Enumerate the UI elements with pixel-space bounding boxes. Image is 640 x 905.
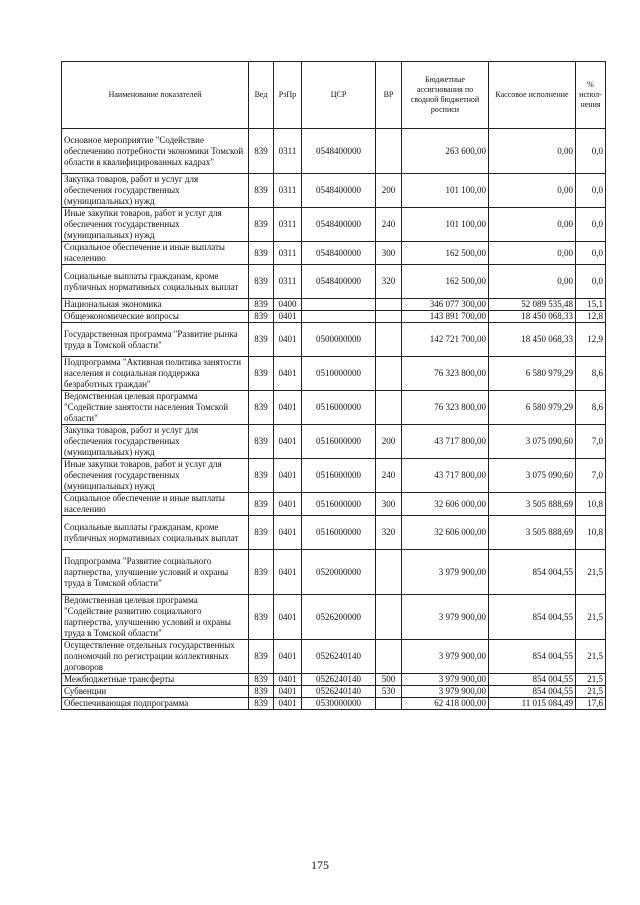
page-number: 175 <box>311 858 329 872</box>
cell-vr: 300 <box>376 242 402 265</box>
cell-ved: 839 <box>249 242 274 265</box>
table-row <box>62 323 606 357</box>
cell-vr <box>376 311 402 323</box>
cell-pct: 0,0 <box>576 129 606 174</box>
cell-budget: 3 979 900,00 <box>402 550 489 595</box>
cell-cash: 3 505 888,69 <box>489 516 576 550</box>
cell-cash: 11 015 084,49 <box>489 698 576 710</box>
cell-name: Закупка товаров, работ и услуг для обеспечения государственных (муниципальных) нужд <box>62 174 249 208</box>
cell-pct: 10,8 <box>576 493 606 516</box>
cell-vr <box>376 129 402 174</box>
cell-budget: 43 717 800,00 <box>402 425 489 459</box>
cell-pct: 0,0 <box>576 242 606 265</box>
cell-name: Подпрограмма "Активная политика занятости населения и социальная поддержка безработных граждан" <box>62 357 249 391</box>
cell-name: Национальная экономика <box>62 299 249 311</box>
cell-csr: 0516000000 <box>302 425 376 459</box>
cell-csr: 0548400000 <box>302 208 376 242</box>
cell-ved: 839 <box>249 550 274 595</box>
cell-rzpr: 0401 <box>274 516 302 550</box>
cell-rzpr: 0311 <box>274 242 302 265</box>
cell-ved: 839 <box>249 129 274 174</box>
cell-budget: 101 100,00 <box>402 208 489 242</box>
cell-csr: 0548400000 <box>302 129 376 174</box>
cell-csr: 0516000000 <box>302 459 376 493</box>
table-body <box>62 129 606 710</box>
cell-budget: 101 100,00 <box>402 174 489 208</box>
cell-budget: 32 606 000,00 <box>402 516 489 550</box>
cell-cash: 6 580 979,29 <box>489 357 576 391</box>
cell-pct: 7,0 <box>576 425 606 459</box>
cell-budget: 3 979 900,00 <box>402 595 489 640</box>
cell-ved: 839 <box>249 357 274 391</box>
cell-pct: 21,5 <box>576 674 606 686</box>
cell-vr <box>376 550 402 595</box>
budget-execution-table <box>61 61 606 710</box>
cell-cash: 854 004,55 <box>489 640 576 674</box>
cell-budget: 162 500,00 <box>402 242 489 265</box>
cell-ved: 839 <box>249 686 274 698</box>
cell-cash: 3 075 090,60 <box>489 425 576 459</box>
cell-name: Иные закупки товаров, работ и услуг для обеспечения государственных (муниципальных) нужд <box>62 208 249 242</box>
cell-cash: 6 580 979,29 <box>489 391 576 425</box>
cell-rzpr: 0311 <box>274 129 302 174</box>
cell-vr <box>376 357 402 391</box>
table-row <box>62 425 606 459</box>
cell-name: Социальные выплаты гражданам, кроме публичных нормативных социальных выплат <box>62 516 249 550</box>
cell-cash: 854 004,55 <box>489 686 576 698</box>
cell-name: Осуществление отдельных государственных полномочий по регистрации коллективных договоров <box>62 640 249 674</box>
cell-ved: 839 <box>249 493 274 516</box>
cell-name: Межбюджетные трансферты <box>62 674 249 686</box>
table-row <box>62 299 606 311</box>
cell-csr: 0510000000 <box>302 357 376 391</box>
cell-csr: 0526240140 <box>302 640 376 674</box>
cell-cash: 52 089 535,48 <box>489 299 576 311</box>
cell-rzpr: 0401 <box>274 640 302 674</box>
cell-ved: 839 <box>249 299 274 311</box>
table-row <box>62 459 606 493</box>
cell-pct: 21,5 <box>576 640 606 674</box>
cell-ved: 839 <box>249 516 274 550</box>
cell-pct: 21,5 <box>576 550 606 595</box>
cell-budget: 162 500,00 <box>402 265 489 299</box>
cell-rzpr: 0311 <box>274 174 302 208</box>
cell-ved: 839 <box>249 311 274 323</box>
cell-cash: 3 505 888,69 <box>489 493 576 516</box>
cell-cash: 0,00 <box>489 208 576 242</box>
cell-rzpr: 0311 <box>274 265 302 299</box>
cell-vr: 200 <box>376 174 402 208</box>
cell-ved: 839 <box>249 265 274 299</box>
col-header-vr: ВР <box>376 62 402 129</box>
cell-budget: 346 077 300,00 <box>402 299 489 311</box>
cell-budget: 143 891 700,00 <box>402 311 489 323</box>
table-row <box>62 516 606 550</box>
cell-vr: 320 <box>376 516 402 550</box>
cell-csr: 0516000000 <box>302 516 376 550</box>
cell-name: Социальное обеспечение и иные выплаты населению <box>62 493 249 516</box>
table-row <box>62 242 606 265</box>
cell-name: Социальные выплаты гражданам, кроме публичных нормативных социальных выплат <box>62 265 249 299</box>
cell-rzpr: 0401 <box>274 311 302 323</box>
cell-name: Субвенции <box>62 686 249 698</box>
cell-rzpr: 0401 <box>274 493 302 516</box>
table-row <box>62 129 606 174</box>
cell-csr: 0500000000 <box>302 323 376 357</box>
cell-vr: 530 <box>376 686 402 698</box>
cell-csr: 0526240140 <box>302 686 376 698</box>
cell-csr <box>302 311 376 323</box>
table-row <box>62 640 606 674</box>
cell-vr: 240 <box>376 208 402 242</box>
cell-vr <box>376 323 402 357</box>
cell-rzpr: 0311 <box>274 208 302 242</box>
col-header-ved: Вед <box>249 62 274 129</box>
cell-cash: 854 004,55 <box>489 674 576 686</box>
cell-ved: 839 <box>249 459 274 493</box>
cell-vr <box>376 595 402 640</box>
cell-cash: 0,00 <box>489 265 576 299</box>
cell-cash: 0,00 <box>489 174 576 208</box>
cell-budget: 43 717 800,00 <box>402 459 489 493</box>
cell-pct: 12,8 <box>576 311 606 323</box>
table-row <box>62 311 606 323</box>
cell-name: Иные закупки товаров, работ и услуг для обеспечения государственных (муниципальных) нужд <box>62 459 249 493</box>
table-row <box>62 174 606 208</box>
cell-pct: 8,6 <box>576 357 606 391</box>
cell-csr: 0530000000 <box>302 698 376 710</box>
cell-rzpr: 0400 <box>274 299 302 311</box>
cell-pct: 0,0 <box>576 265 606 299</box>
cell-budget: 3 979 900,00 <box>402 686 489 698</box>
cell-budget: 62 418 000,00 <box>402 698 489 710</box>
table-row <box>62 674 606 686</box>
cell-pct: 0,0 <box>576 208 606 242</box>
table-row <box>62 391 606 425</box>
cell-pct: 7,0 <box>576 459 606 493</box>
cell-vr: 200 <box>376 425 402 459</box>
cell-ved: 839 <box>249 640 274 674</box>
cell-ved: 839 <box>249 391 274 425</box>
cell-vr: 320 <box>376 265 402 299</box>
cell-pct: 10,8 <box>576 516 606 550</box>
cell-csr: 0548400000 <box>302 265 376 299</box>
col-header-cash: Кассовое исполнение <box>489 62 576 129</box>
table-row <box>62 595 606 640</box>
cell-rzpr: 0401 <box>274 595 302 640</box>
cell-cash: 854 004,55 <box>489 550 576 595</box>
table-row <box>62 493 606 516</box>
cell-pct: 21,5 <box>576 595 606 640</box>
cell-ved: 839 <box>249 674 274 686</box>
cell-pct: 21,5 <box>576 686 606 698</box>
cell-ved: 839 <box>249 208 274 242</box>
cell-budget: 32 606 000,00 <box>402 493 489 516</box>
cell-csr <box>302 299 376 311</box>
cell-budget: 3 979 900,00 <box>402 674 489 686</box>
table-header-row <box>62 62 606 129</box>
cell-name: Ведомственная целевая программа "Содействие развитию социального партнерства, улучшению условий и охраны труда в Томской области" <box>62 595 249 640</box>
cell-budget: 76 323 800,00 <box>402 391 489 425</box>
cell-csr: 0526240140 <box>302 674 376 686</box>
cell-rzpr: 0401 <box>274 674 302 686</box>
cell-budget: 263 600,00 <box>402 129 489 174</box>
table-row <box>62 698 606 710</box>
cell-pct: 0,0 <box>576 174 606 208</box>
cell-ved: 839 <box>249 425 274 459</box>
cell-budget: 76 323 800,00 <box>402 357 489 391</box>
cell-name: Подпрограмма "Развитие социального партнерства, улучшение условий и охраны труда в Томской области" <box>62 550 249 595</box>
cell-csr: 0548400000 <box>302 242 376 265</box>
cell-cash: 0,00 <box>489 129 576 174</box>
cell-csr: 0516000000 <box>302 391 376 425</box>
cell-name: Ведомственная целевая программа "Содействие занятости населения Томской области" <box>62 391 249 425</box>
cell-ved: 839 <box>249 174 274 208</box>
cell-rzpr: 0401 <box>274 698 302 710</box>
table-row <box>62 208 606 242</box>
cell-budget: 3 979 900,00 <box>402 640 489 674</box>
cell-csr: 0548400000 <box>302 174 376 208</box>
cell-rzpr: 0401 <box>274 686 302 698</box>
cell-name: Государственная программа "Развитие рынка труда в Томской области" <box>62 323 249 357</box>
cell-pct: 17,6 <box>576 698 606 710</box>
cell-vr <box>376 640 402 674</box>
cell-rzpr: 0401 <box>274 391 302 425</box>
col-header-budget: Бюджетные ассигнования по сводной бюджетной росписи <box>402 62 489 129</box>
cell-ved: 839 <box>249 595 274 640</box>
cell-budget: 142 721 700,00 <box>402 323 489 357</box>
cell-name: Обеспечивающая подпрограмма <box>62 698 249 710</box>
cell-vr: 500 <box>376 674 402 686</box>
cell-pct: 15,1 <box>576 299 606 311</box>
cell-rzpr: 0401 <box>274 425 302 459</box>
cell-pct: 8,6 <box>576 391 606 425</box>
cell-ved: 839 <box>249 323 274 357</box>
cell-rzpr: 0401 <box>274 323 302 357</box>
cell-vr <box>376 391 402 425</box>
cell-name: Закупка товаров, работ и услуг для обеспечения государственных (муниципальных) нужд <box>62 425 249 459</box>
table-row <box>62 550 606 595</box>
cell-name: Социальное обеспечение и иные выплаты населению <box>62 242 249 265</box>
cell-cash: 854 004,55 <box>489 595 576 640</box>
cell-cash: 0,00 <box>489 242 576 265</box>
col-header-percent: % испол-нения <box>576 62 606 129</box>
cell-csr: 0516000000 <box>302 493 376 516</box>
cell-name: Общеэкономические вопросы <box>62 311 249 323</box>
col-header-csr: ЦСР <box>302 62 376 129</box>
cell-vr <box>376 698 402 710</box>
cell-ved: 839 <box>249 698 274 710</box>
table-row <box>62 357 606 391</box>
cell-pct: 12,9 <box>576 323 606 357</box>
cell-rzpr: 0401 <box>274 459 302 493</box>
table-row <box>62 265 606 299</box>
col-header-name: Наименование показателей <box>62 62 249 129</box>
cell-vr: 300 <box>376 493 402 516</box>
table-row <box>62 686 606 698</box>
cell-cash: 3 075 090,60 <box>489 459 576 493</box>
cell-cash: 18 450 068,33 <box>489 311 576 323</box>
cell-rzpr: 0401 <box>274 357 302 391</box>
cell-vr <box>376 299 402 311</box>
cell-csr: 0520000000 <box>302 550 376 595</box>
cell-name: Основное мероприятие "Содействие обеспечению потребности экономики Томской области в квалифицированных кадрах" <box>62 129 249 174</box>
cell-rzpr: 0401 <box>274 550 302 595</box>
cell-vr: 240 <box>376 459 402 493</box>
col-header-rzpr: РзПр <box>274 62 302 129</box>
cell-cash: 18 450 068,33 <box>489 323 576 357</box>
cell-csr: 0526200000 <box>302 595 376 640</box>
